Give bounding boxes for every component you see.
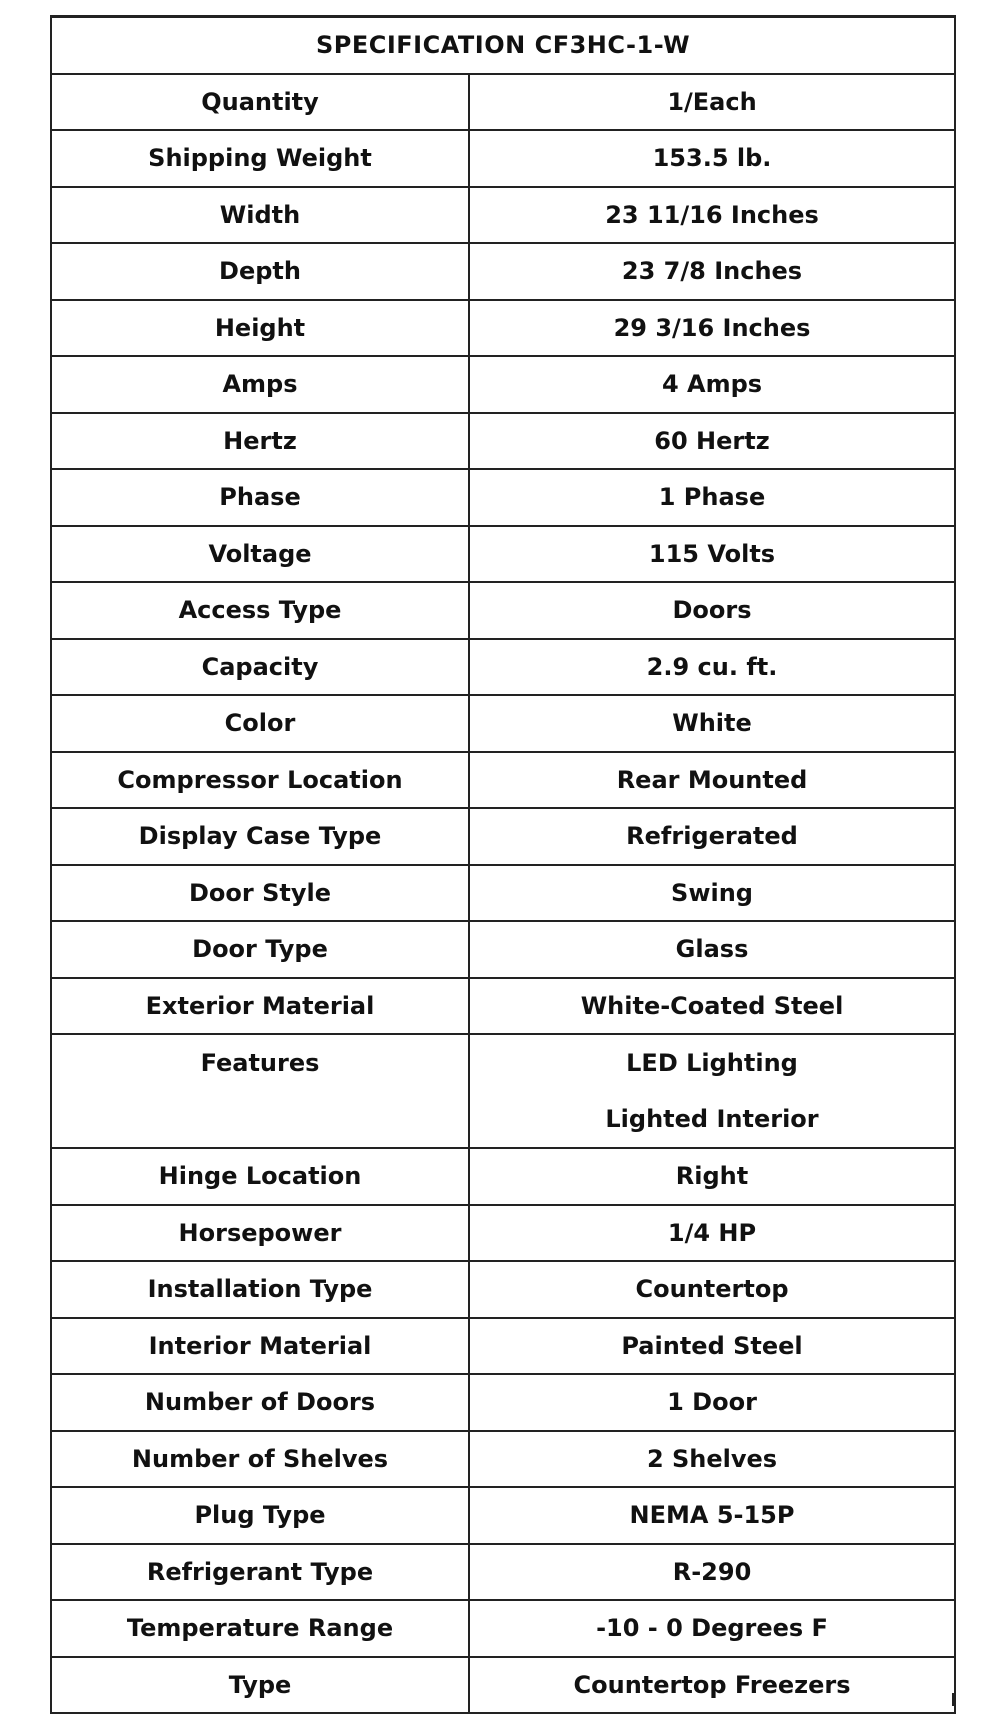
spec-label: Refrigerant Type (51, 1544, 469, 1601)
spec-label: Door Style (51, 865, 469, 922)
spec-value: 2 Shelves (469, 1431, 955, 1488)
spec-label: Phase (51, 469, 469, 526)
spec-value: Refrigerated (469, 808, 955, 865)
spec-row (51, 74, 955, 131)
spec-label: Display Case Type (51, 808, 469, 865)
spec-row (51, 808, 955, 865)
spec-row (51, 1487, 955, 1544)
spec-label: Interior Material (51, 1318, 469, 1375)
specification-title: SPECIFICATION CF3HC-1-W (51, 17, 955, 74)
spec-row (51, 526, 955, 583)
spec-label: Plug Type (51, 1487, 469, 1544)
spec-row (51, 1600, 955, 1657)
spec-label-cell (51, 1034, 469, 1148)
spec-label: Depth (51, 243, 469, 300)
spec-label: Voltage (51, 526, 469, 583)
spec-label: Amps (51, 356, 469, 413)
spec-value: Glass (469, 921, 955, 978)
spec-value: NEMA 5-15P (469, 1487, 955, 1544)
spec-row (51, 865, 955, 922)
spec-value: Doors (469, 582, 955, 639)
table-continuation-edge (50, 1693, 954, 1706)
spec-row (51, 1148, 955, 1205)
spec-label: Quantity (51, 74, 469, 131)
spec-label: Color (51, 695, 469, 752)
spec-value: 60 Hertz (469, 413, 955, 470)
spec-value: 1 Door (469, 1374, 955, 1431)
spec-row (51, 1261, 955, 1318)
spec-value: 1/Each (469, 74, 955, 131)
spec-value: Rear Mounted (469, 752, 955, 809)
spec-value: -10 - 0 Degrees F (469, 1600, 955, 1657)
spec-row (51, 695, 955, 752)
spec-row (51, 582, 955, 639)
spec-value: 4 Amps (469, 356, 955, 413)
spec-row (51, 300, 955, 357)
spec-label: Number of Shelves (51, 1431, 469, 1488)
spec-value-cell (469, 1034, 955, 1148)
spec-value: Painted Steel (469, 1318, 955, 1375)
spec-label: Type (51, 1657, 469, 1714)
spec-row (51, 356, 955, 413)
specification-table (50, 15, 956, 1714)
spec-row (51, 921, 955, 978)
spec-value: 153.5 lb. (469, 130, 955, 187)
spec-value: R-290 (469, 1544, 955, 1601)
spec-label: Number of Doors (51, 1374, 469, 1431)
spec-label: Access Type (51, 582, 469, 639)
spec-label: Hinge Location (51, 1148, 469, 1205)
spec-label: Installation Type (51, 1261, 469, 1318)
spec-value: 115 Volts (469, 526, 955, 583)
spec-label: Width (51, 187, 469, 244)
spec-label: Features (200, 1049, 320, 1077)
spec-label: Temperature Range (51, 1600, 469, 1657)
spec-label: Horsepower (51, 1205, 469, 1262)
spec-value: 23 11/16 Inches (469, 187, 955, 244)
spec-label: Compressor Location (51, 752, 469, 809)
spec-label: Hertz (51, 413, 469, 470)
spec-row (51, 1318, 955, 1375)
spec-value: Lighted Interior (605, 1105, 819, 1133)
spec-value: Countertop (469, 1261, 955, 1318)
spec-row (51, 978, 955, 1035)
column-divider (468, 1693, 470, 1706)
spec-row (51, 130, 955, 187)
spec-row (51, 1374, 955, 1431)
spec-value: 29 3/16 Inches (469, 300, 955, 357)
spec-value: 1 Phase (469, 469, 955, 526)
spec-row (51, 187, 955, 244)
spec-label: Exterior Material (51, 978, 469, 1035)
spec-value: Swing (469, 865, 955, 922)
spec-value: 23 7/8 Inches (469, 243, 955, 300)
specification-table-body (51, 17, 955, 1714)
spec-label: Capacity (51, 639, 469, 696)
spec-label: Door Type (51, 921, 469, 978)
spec-value: White (469, 695, 955, 752)
spec-value: Countertop Freezers (469, 1657, 955, 1714)
spec-row (51, 243, 955, 300)
spec-value: White-Coated Steel (469, 978, 955, 1035)
spec-value: LED Lighting (626, 1049, 798, 1077)
spec-value: 1/4 HP (469, 1205, 955, 1262)
spec-row-features (51, 1034, 955, 1148)
spec-row (51, 752, 955, 809)
spec-row (51, 639, 955, 696)
spec-row (51, 1431, 955, 1488)
spec-value: Right (469, 1148, 955, 1205)
spec-row (51, 413, 955, 470)
spec-label: Height (51, 300, 469, 357)
spec-row (51, 469, 955, 526)
spec-label: Shipping Weight (51, 130, 469, 187)
spec-row (51, 1544, 955, 1601)
spec-value: 2.9 cu. ft. (469, 639, 955, 696)
spec-row (51, 1205, 955, 1262)
title-row (51, 17, 955, 74)
